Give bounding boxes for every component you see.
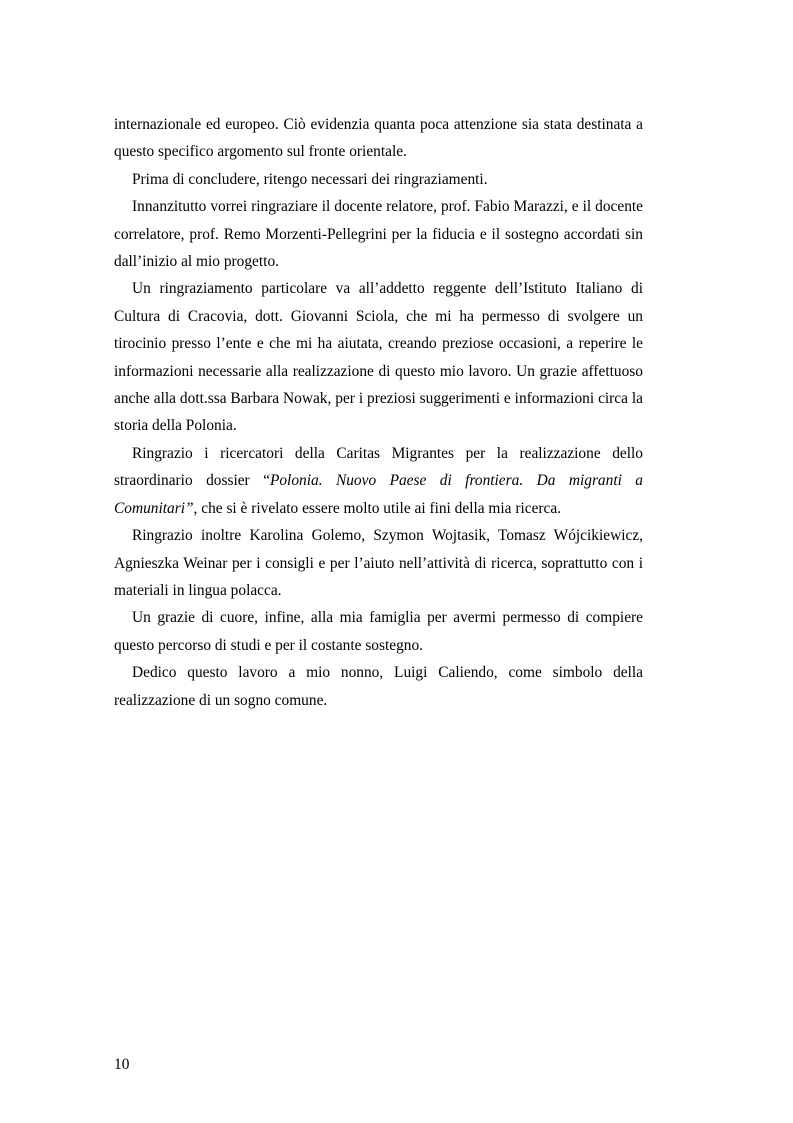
page-number: 10 (114, 1056, 130, 1073)
paragraph-dedication: Dedico questo lavoro a mio nonno, Luigi Caliendo, come simbolo della realizzazione di un sogno comune. (114, 664, 643, 709)
paragraph-thanks-colleagues: Ringrazio inoltre Karolina Golemo, Szymon Wojtasik, Tomasz Wójcikiewicz, Agnieszka Weinar per i consigli e per l’aiuto nell’attività di ricerca, soprattutto con i materiali in lingua polacca. (114, 527, 643, 599)
caritas-text-before: Ringrazio i ricercatori della Caritas Migrantes per la realizzazione dello straordinario dossier “ (114, 444, 643, 490)
paragraph-continued: internazionale ed europeo. Ciò evidenzia quanta poca attenzione sia stata destinata a questo specifico argomento sul fronte orientale. (114, 116, 643, 161)
body-text (114, 111, 643, 714)
dossier-title: Polonia. Nuovo Paese di frontiera. Da migranti a Comunitari” (114, 472, 644, 517)
paragraph-intro-thanks: Prima di concludere, ritengo necessari dei ringraziamenti. (132, 170, 488, 188)
paragraph-thanks-family: Un grazie di cuore, infine, alla mia famiglia per avermi permesso di compiere questo percorso di studi e per il costante sostegno. (114, 609, 643, 654)
paragraph-thanks-institute: Un ringraziamento particolare va all’addetto reggente dell’Istituto Italiano di Cultura di Cracovia, dott. Giovanni Sciola, che mi ha permesso di svolgere un tirocinio presso l’ente e che mi ha aiutata, creando preziose occasioni, a reperire le informazioni necessarie alla realizzazione di questo mio lavoro. Un grazie affettuoso anche alla dott.ssa Barbara Nowak, per i preziosi suggerimenti e informazioni circa la storia della Polonia. (114, 280, 643, 435)
paragraph-thanks-supervisors: Innanzitutto vorrei ringraziare il docente relatore, prof. Fabio Marazzi, e il docente correlatore, prof. Remo Morzenti-Pellegrini per la fiducia e il sostegno accordati sin dall’inizio al mio progetto. (114, 198, 643, 271)
caritas-text-after: , che si è rivelato essere molto utile ai fini della mia ricerca. (193, 499, 562, 517)
paragraph-thanks-caritas (114, 440, 643, 522)
